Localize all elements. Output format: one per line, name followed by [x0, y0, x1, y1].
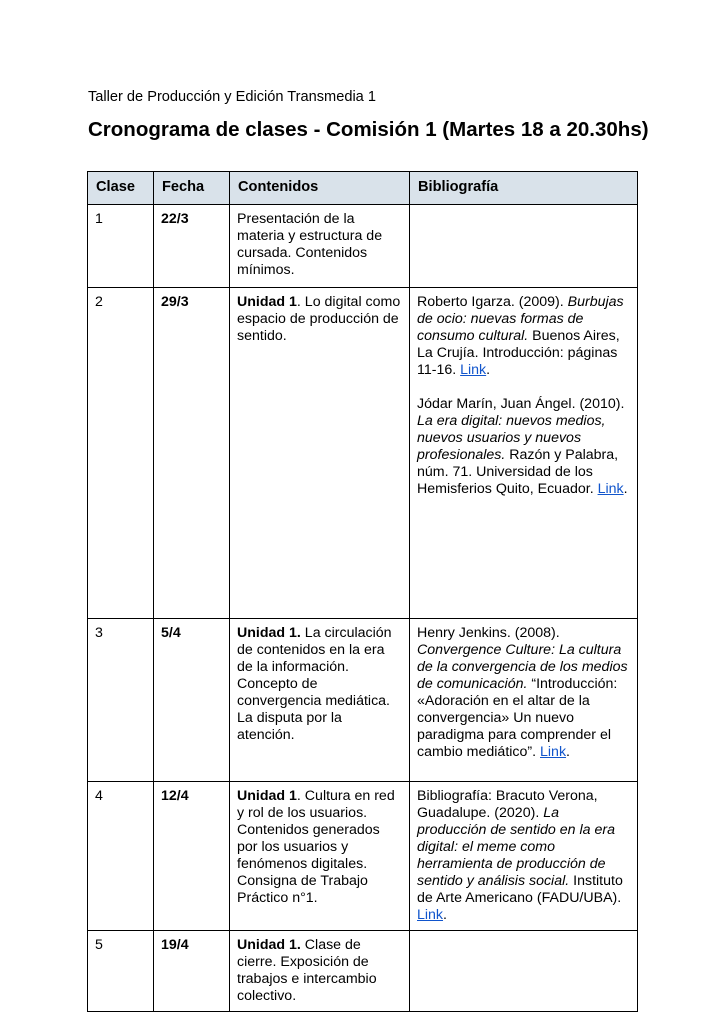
ref-link[interactable]: Link	[597, 481, 624, 497]
contenidos-text: Presentación de la materia y estructura de cursada. Contenidos mínimos.	[237, 211, 383, 278]
contenidos-cell	[230, 782, 410, 931]
bibliografia-cell	[410, 931, 638, 1012]
ref-link[interactable]: Link	[417, 907, 444, 923]
schedule-table	[87, 171, 638, 1012]
header-bibliografia: Bibliografía	[410, 172, 638, 205]
table-header-row	[88, 172, 638, 205]
contenidos-text: La circulación de contenidos en la era de la información. Concepto de convergencia mediática. La disputa por la atención.	[237, 625, 392, 743]
ref-author: Henry Jenkins. (2008).	[417, 625, 560, 641]
header-clase: Clase	[88, 172, 154, 205]
ref-end: .	[566, 744, 570, 760]
ref-end: .	[623, 481, 628, 497]
ref-end: .	[486, 362, 491, 378]
ref-author: Bibliografía: Bracuto Verona, Guadalupe. (2020).	[417, 788, 598, 821]
ref-details: “Introducción: «Adoración en el altar de la convergencia» Un nuevo paradigma para comprender el cambio mediático”.	[417, 676, 618, 760]
bibliografia-cell	[410, 288, 638, 619]
contenidos-cell	[230, 619, 410, 782]
ref-end: .	[443, 907, 447, 923]
table-row	[88, 288, 638, 619]
table-row	[88, 205, 638, 288]
ref-details: Buenos Aires, La Crujía. Introducción: páginas 11-16.	[417, 328, 620, 378]
ref-details: Instituto de Arte Americano (FADU/UBA).	[417, 873, 623, 906]
fecha-cell: 29/3	[154, 288, 230, 619]
reference-entry	[417, 788, 630, 924]
bibliografia-cell	[410, 782, 638, 931]
contenidos-cell	[230, 931, 410, 1012]
table-row	[88, 782, 638, 931]
table-row	[88, 931, 638, 1012]
unit-label: Unidad 1	[237, 294, 297, 310]
bibliografia-cell	[410, 205, 638, 288]
fecha-cell: 22/3	[154, 205, 230, 288]
ref-link[interactable]: Link	[460, 362, 487, 378]
clase-cell: 1	[88, 205, 154, 288]
fecha-cell: 5/4	[154, 619, 230, 782]
clase-cell: 4	[88, 782, 154, 931]
ref-title: La producción de sentido en la era digital: el meme como herramienta de producción de sentido y análisis social.	[417, 805, 615, 889]
unit-label: Unidad 1	[237, 788, 297, 804]
contenidos-text: . Cultura en red y rol de los usuarios. Contenidos generados por los usuarios y fenómenos digitales. Consigna de Trabajo Práctico n°1.	[237, 788, 395, 906]
unit-label: Unidad 1.	[237, 625, 301, 641]
clase-cell: 3	[88, 619, 154, 782]
ref-title: La era digital: nuevos medios, nuevos usuarios y nuevos profesionales.	[417, 413, 606, 463]
ref-title: Convergence Culture: La cultura de la convergencia de los medios de comunicación.	[417, 642, 628, 692]
bibliografia-cell	[410, 619, 638, 782]
header-fecha: Fecha	[154, 172, 230, 205]
fecha-cell: 19/4	[154, 931, 230, 1012]
clase-cell: 5	[88, 931, 154, 1012]
entry-spacer	[417, 379, 630, 396]
contenidos-text: . Lo digital como espacio de producción de sentido.	[237, 294, 401, 344]
clase-cell: 2	[88, 288, 154, 619]
reference-entry	[417, 396, 630, 498]
contenidos-cell	[230, 205, 410, 288]
ref-title: Burbujas de ocio: nuevas formas de consumo cultural.	[417, 294, 624, 344]
contenidos-cell	[230, 288, 410, 619]
fecha-cell: 12/4	[154, 782, 230, 931]
page-title: Cronograma de clases - Comisión 1 (Martes 18 a 20.30hs)	[88, 118, 649, 141]
course-title: Taller de Producción y Edición Transmedia 1	[88, 89, 376, 105]
header-contenidos: Contenidos	[230, 172, 410, 205]
ref-author: Jódar Marín, Juan Ángel. (2010).	[417, 396, 625, 412]
reference-entry	[417, 625, 630, 761]
ref-link[interactable]: Link	[540, 744, 567, 760]
contenidos-text: Clase de cierre. Exposición de trabajos e intercambio colectivo.	[237, 937, 377, 1004]
unit-label: Unidad 1.	[237, 937, 301, 953]
reference-entry	[417, 294, 630, 379]
ref-details: Razón y Palabra, núm. 71. Universidad de los Hemisferios Quito, Ecuador.	[417, 447, 619, 497]
ref-author: Roberto Igarza. (2009).	[417, 294, 568, 310]
table-row	[88, 619, 638, 782]
